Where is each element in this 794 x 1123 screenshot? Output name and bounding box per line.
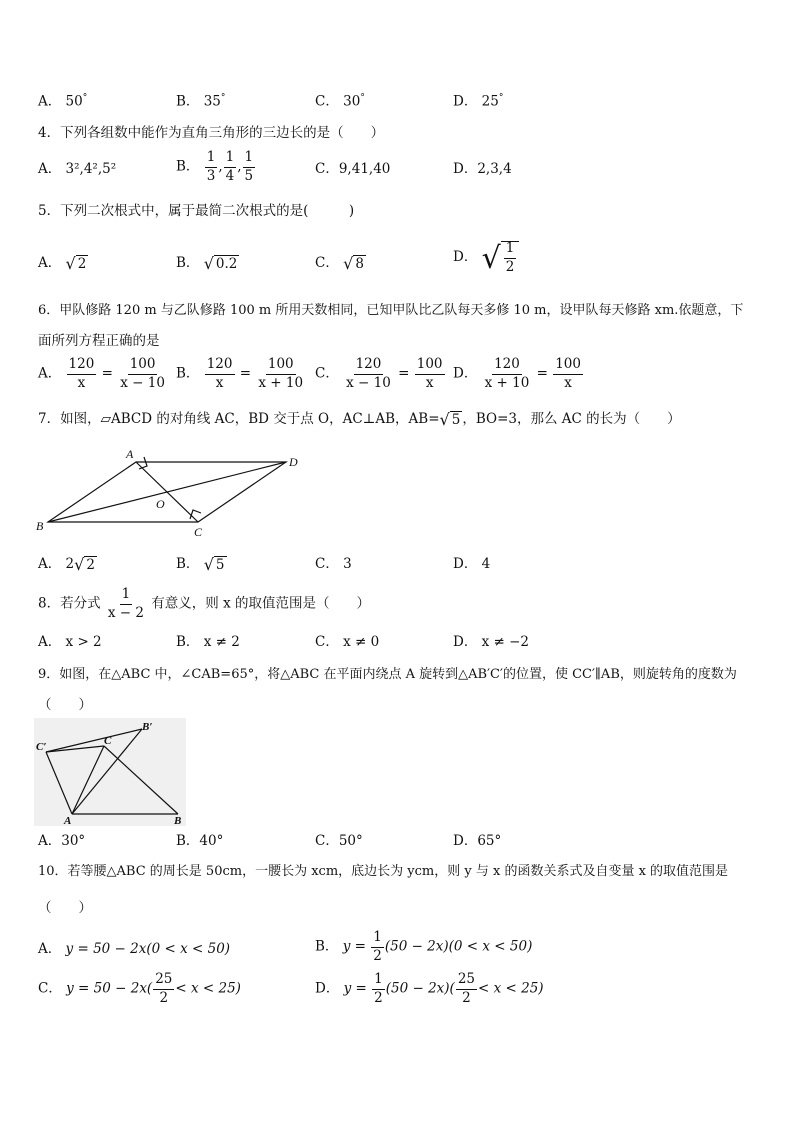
parallelogram-figure	[30, 444, 310, 540]
q9-stem-line2: （ ）	[38, 697, 92, 713]
q10-option-c: C． y = 50 − 2x( $\frac{25}{2}$ < x < 25)	[38, 971, 241, 1006]
label-c-prime: C′	[36, 741, 47, 753]
q9-option-a: A．30°	[38, 833, 86, 849]
q7-option-d: D． 4	[453, 556, 491, 572]
label-c: C	[194, 525, 203, 539]
q8-option-d: D． x ≠ −2	[453, 634, 530, 650]
right-angle-mark-a	[139, 457, 147, 469]
label-a: A	[126, 447, 134, 461]
label-b-prime: B′	[142, 721, 153, 733]
q8-option-c: C． x ≠ 0	[315, 634, 380, 650]
q3-option-a: A． 50°	[38, 93, 88, 110]
q8-option-b: B． x ≠ 2	[176, 634, 240, 650]
q3-option-b: B． 35°	[176, 93, 226, 110]
q10-stem-line1: 10．若等腰△ABC 的周长是 50cm，一腰长为 xcm，底边长为 ycm，则 y 与 x 的函数关系式及自变量 x 的取值范围是	[38, 864, 729, 879]
q6-option-b: B． $\frac{120}{x}$ = $\frac{100}{x + 10}$	[176, 356, 304, 391]
q6-option-a: A． $\frac{120}{x}$ = $\frac{100}{x - 10}$	[38, 356, 165, 391]
q6-stem-line2: 面所列方程正确的是	[38, 333, 160, 349]
q9-option-b: B．40°	[176, 833, 224, 849]
q8-option-a: A． x > 2	[38, 634, 102, 650]
q7-option-b: B． √ 5	[176, 555, 225, 574]
q6-stem-line1: 6．甲队修路 120 m 与乙队修路 100 m 所用天数相同，已知甲队比乙队每天多修 10 m，设甲队每天修路 xm.依题意，下	[38, 303, 744, 318]
q10-option-a: A． y = 50 − 2x(0 < x < 50)	[38, 941, 231, 957]
q3-option-c: C． 30°	[315, 93, 365, 110]
q4-stem: 4．下列各组数中能作为直角三角形的三边长的是（ ）	[38, 125, 385, 141]
q9-option-d: D．65°	[453, 833, 502, 849]
q7-option-a: A． 2 √ 2	[38, 555, 95, 574]
right-angle-mark-c	[190, 510, 201, 519]
q10-option-d: D． y = $\frac{1}{2}$ (50 − 2x)( $\frac{25}{2}$ < x < 25)	[315, 971, 544, 1006]
q9-stem-line1: 9．如图，在△ABC 中，∠CAB=65°，将△ABC 在平面内绕点 A 旋转到△AB′C′的位置，使 CC′∥AB，则旋转角的度数为	[38, 667, 737, 682]
q4-option-a: A． 3²,4²,5²	[38, 161, 117, 177]
q10-stem-line2: （ ）	[38, 900, 92, 916]
rotation-figure	[34, 718, 186, 826]
diagonal-bd	[48, 462, 286, 522]
q7-option-c: C． 3	[315, 556, 352, 572]
q5-option-c: C． √ 8	[315, 254, 364, 273]
q8-stem: 8．若分式 $\frac{1}{x - 2}$ 有意义，则 x 的取值范围是（ ）	[38, 586, 370, 621]
q9-option-c: C．50°	[315, 833, 363, 849]
q6-option-c: C． $\frac{120}{x - 10}$ = $\frac{100}{x}$	[315, 356, 443, 391]
q10-option-b: B． y = $\frac{1}{2}$ (50 − 2x)(0 < x < 50)	[315, 929, 533, 964]
label-b: B	[36, 519, 44, 533]
q4-option-c: C．9,41,40	[315, 161, 391, 177]
q5-option-b: B． √ 0.2	[176, 254, 238, 273]
label-d: D	[289, 455, 298, 469]
label-a: A	[64, 815, 72, 826]
label-b: B	[174, 815, 182, 826]
q4-option-b: B． $\frac{1}{3}$ , $\frac{1}{4}$ , $\frac{1}{5}$	[176, 149, 254, 184]
q5-option-d: D． √ $\frac{1}{2}$	[453, 241, 519, 274]
q4-option-d: D．2,3,4	[453, 161, 512, 177]
q3-option-d: D． 25°	[453, 93, 504, 110]
q6-option-d: D． $\frac{120}{x + 10}$ = $\frac{100}{x}$	[453, 356, 581, 391]
label-o: O	[156, 497, 165, 511]
q5-stem: 5．下列二次根式中，属于最简二次根式的是( )	[38, 203, 355, 219]
q5-option-a: A． √ 2	[38, 254, 87, 273]
label-c: C	[104, 735, 112, 747]
q7-stem: 7．如图，▱ABCD 的对角线 AC，BD 交于点 O，AC⊥AB，AB= √ 5 ，BO=3，那么 AC 的长为（ ）	[38, 410, 681, 429]
